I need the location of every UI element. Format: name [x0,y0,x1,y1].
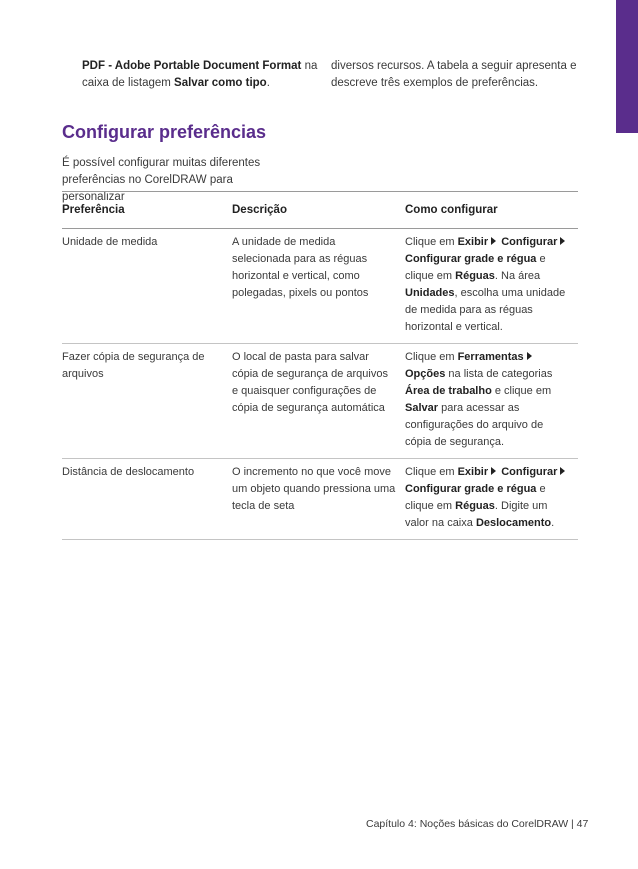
menu-grade-regua: Configurar grade e régua [405,253,537,265]
page-salvar: Salvar [405,402,439,414]
table-header-row [62,192,578,229]
menu-arrow-icon [560,237,565,245]
menu-grade-regua: Configurar grade e régua [405,483,537,495]
how-text: , escolha uma unidade de medida para as réguas horizontal e vertical. [405,287,566,333]
menu-arrow-icon [491,467,496,475]
table-row [62,229,578,344]
how-text: para acessar as configurações do arquivo de cópia de segurança. [405,402,544,448]
cell-how-to [405,229,578,344]
how-text: na lista de categorias [445,368,553,380]
intro-right-paragraph: diversos recursos. A tabela a seguir apresenta e descreve três exemplos de preferências. [331,60,577,89]
section-title: Configurar preferências [62,122,267,142]
column-header-how-to: Como configurar [405,192,578,229]
how-text: e clique em [405,253,546,282]
menu-ferramentas: Ferramentas [457,351,524,363]
cell-how-to [405,459,578,540]
box-deslocamento: Deslocamento [475,517,552,529]
cell-how-to [405,344,578,459]
menu-exibir: Exibir [457,236,489,248]
intro-left-paragraph [82,58,318,92]
table-row [62,459,578,540]
menu-exibir: Exibir [457,466,489,478]
cell-description: O local de pasta para salvar cópia de segurança de arquivos e quaisquer configurações de cópia de segurança automática [232,344,405,459]
chapter-tab [616,0,638,133]
intro-period: . [266,77,270,89]
menu-arrow-icon [560,467,565,475]
menu-configurar: Configurar [501,466,558,478]
column-header-preference: Preferência [62,192,232,229]
how-text: . Digite um valor na caixa [405,500,548,529]
cell-description: A unidade de medida selecionada para as réguas horizontal e vertical, como polegadas, pixels ou pontos [232,229,405,344]
column-header-description: Descrição [232,192,405,229]
section-lead: É possível configurar muitas diferentes preferências no CorelDRAW para personalizar [62,157,261,203]
menu-arrow-icon [491,237,496,245]
cell-preference: Fazer cópia de segurança de arquivos [62,344,232,459]
how-text: Clique em [405,466,458,478]
table-row [62,344,578,459]
page-reguas: Réguas [455,270,495,282]
category-area-trabalho: Área de trabalho [405,385,492,397]
page-reguas: Réguas [455,500,495,512]
intro-format-name: PDF - Adobe Portable Document Format [82,60,302,72]
intro-text: na caixa de listagem [82,60,318,89]
menu-configurar: Configurar [501,236,558,248]
area-unidades: Unidades [405,287,455,299]
how-text: e clique em [491,385,552,397]
preferences-table [62,191,578,540]
cell-preference: Unidade de medida [62,229,232,344]
how-text: Clique em [405,351,458,363]
how-text: . [551,517,555,529]
intro-listbox-name: Salvar como tipo [174,77,267,89]
page-footer: Capítulo 4: Noções básicas do CorelDRAW | 47 [366,818,589,830]
how-text: e clique em [405,483,546,512]
cell-preference: Distância de deslocamento [62,459,232,540]
menu-opcoes: Opções [405,368,446,380]
how-text: Clique em [405,236,458,248]
menu-arrow-icon [527,352,532,360]
how-text: . Na área [494,270,541,282]
cell-description: O incremento no que você move um objeto quando pressiona uma tecla de seta [232,459,405,540]
